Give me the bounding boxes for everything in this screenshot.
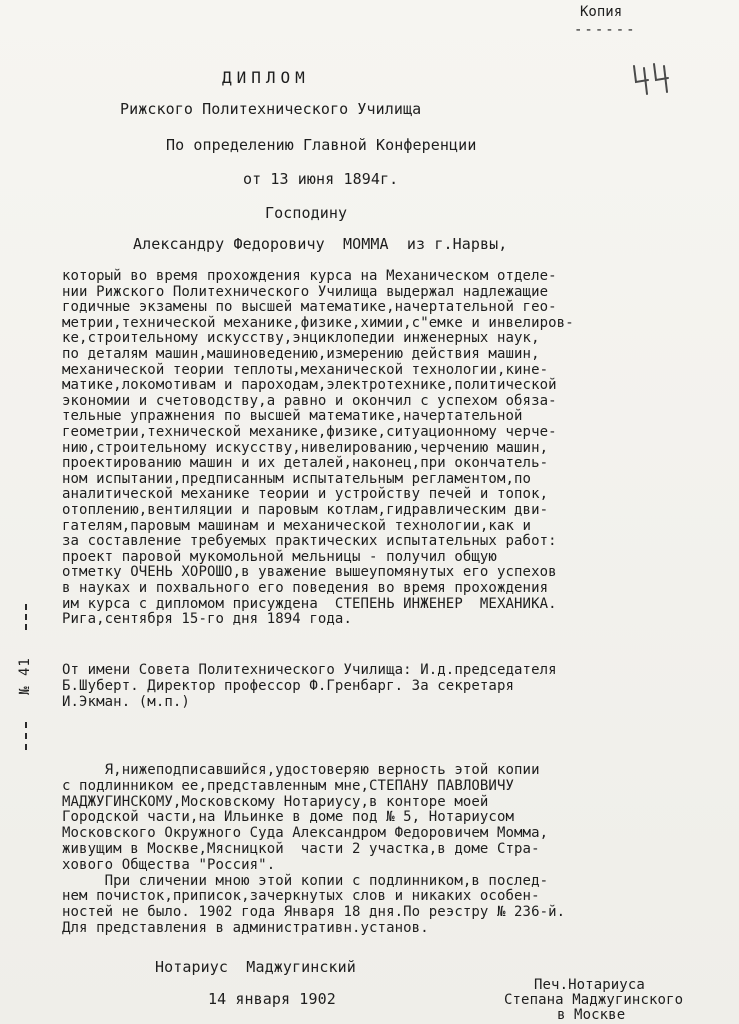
diploma-body-line: тельные упражнения по высшей математике,начертательной [62,408,523,425]
diploma-body-line: ном испытании,предписанным испытательным регламентом,по [62,470,532,487]
side-dash-bottom [25,722,27,750]
diploma-body-line: геометрии,технической механике,физике,ситуационному черче- [62,424,557,440]
council-line: И.Экман. (м.п.) [62,693,190,710]
copy-label: Копия [580,4,623,20]
diploma-body-line: гателям,паровым машинам и механической технологии,как и [62,517,532,534]
diploma-body-line: по деталям машин,машиноведению,измерению действия машин, [62,346,540,362]
copy-underline: ------ [574,22,637,38]
signature-date: 14 января 1902 [208,990,336,1008]
notary-body-line: нем почисток,приписок,зачеркнутых слов и никаких особен- [62,888,540,905]
diploma-body-line: ке,строительному искусству,энциклопедии инженерных наук, [62,330,540,347]
seal-line-3: в Москве [557,1007,626,1023]
notary-body-line: Городской части,на Ильинке в доме под № 5, Нотариусом [62,809,515,826]
notary-signature: Нотариус Маджугинский [155,958,356,976]
notary-body-line: Московского Окружного Суда Александром Федоровичем Момма, [62,825,549,842]
council-line: От имени Совета Политехнического Училища: И.д.председателя [62,662,557,678]
diploma-body-line: годичные экзамены по высшей математике,начертательной гео- [62,299,557,316]
diploma-heading: ДИПЛОМ [222,68,310,87]
diploma-body-line: метрии,технической механике,физике,химии,с"емке и инвелиров- [62,314,574,331]
side-registry-number: № 41 [17,657,33,695]
addressee-label: Господину [265,204,348,222]
diploma-body-line: отоплению,вентиляции и паровым котлам,гидравлическим дви- [62,502,549,518]
diploma-body-line: в науках и похвального его поведения во время прохождения [62,580,549,596]
notary-body-line: ностей не было. 1902 года Января 18 дня.По реэстру № 236-й. [62,904,566,921]
side-dash-top [25,604,27,630]
diploma-body-line: проект паровой мукомольной мельницы - получил общую [62,548,497,565]
notary-body-line: с подлинником ее,представленным мне,СТЕПАНУ ПАВЛОВИЧУ [62,777,515,794]
notary-body-line: МАДЖУГИНСКОМУ,Московскому Нотариусу,в конторе моей [62,793,489,810]
diploma-body-line: Рига,сентября 15-го дня 1894 года. [62,611,352,628]
notary-body-line: Я,нижеподписавшийся,удостоверяю верность этой копии [62,762,540,778]
decision-date: от 13 июня 1894г. [243,170,399,188]
notary-body-line: хового Общества "Россия". [62,856,276,873]
diploma-body-line: механической теории теплоты,механической технологии,кине- [62,361,549,378]
diploma-body-line: который во время прохождения курса на Механическом отделе- [62,268,557,284]
diploma-body-line: проектированию машин и их деталей,наконец,при окончатель- [62,455,549,472]
diploma-body-line: им курса с дипломом присуждена СТЕПЕНЬ ИНЖЕНЕР МЕХАНИКА. [62,595,557,612]
notary-body-line: живущим в Москве,Мясницкой части 2 участка,в доме Стра- [62,841,540,857]
diploma-body-line: нию,строительному искусству,нивелированию,черчению машин, [62,439,549,456]
diploma-body-line: матике,локомотивам и пароходам,электротехнике,политической [62,377,557,394]
institution-line: Рижского Политехнического Училища [120,100,422,118]
diploma-body-line: за составление требуемых практических испытательных работ: [62,533,557,550]
council-line: Б.Шуберт. Директор профессор Ф.Гренбарг. За секретаря [62,677,515,694]
diploma-body-line: аналитической механике теории и устройству печей и топок, [62,486,549,503]
seal-line-1: Печ.Нотариуса [534,977,645,993]
addressee-name: Александру Федоровичу МОММА из г.Нарвы, [133,235,508,253]
diploma-body-line: экономии и счетоводству,а равно и окончил с успехом обяза- [62,392,557,409]
seal-line-2: Степана Маджугинского [504,992,684,1008]
handwritten-page-number [630,60,675,98]
notary-body-line: При сличении мною этой копии с подлинником,в послед- [62,872,549,889]
diploma-body-line: отметку ОЧЕНЬ ХОРОШО,в уважение вышеупомянутых его успехов [62,564,557,581]
notary-body-line: Для представления в административн.установ. [62,920,429,936]
diploma-body-line: нии Рижского Политехнического Училища выдержал надлежащие [62,283,549,300]
decision-line: По определению Главной Конференции [166,136,477,154]
